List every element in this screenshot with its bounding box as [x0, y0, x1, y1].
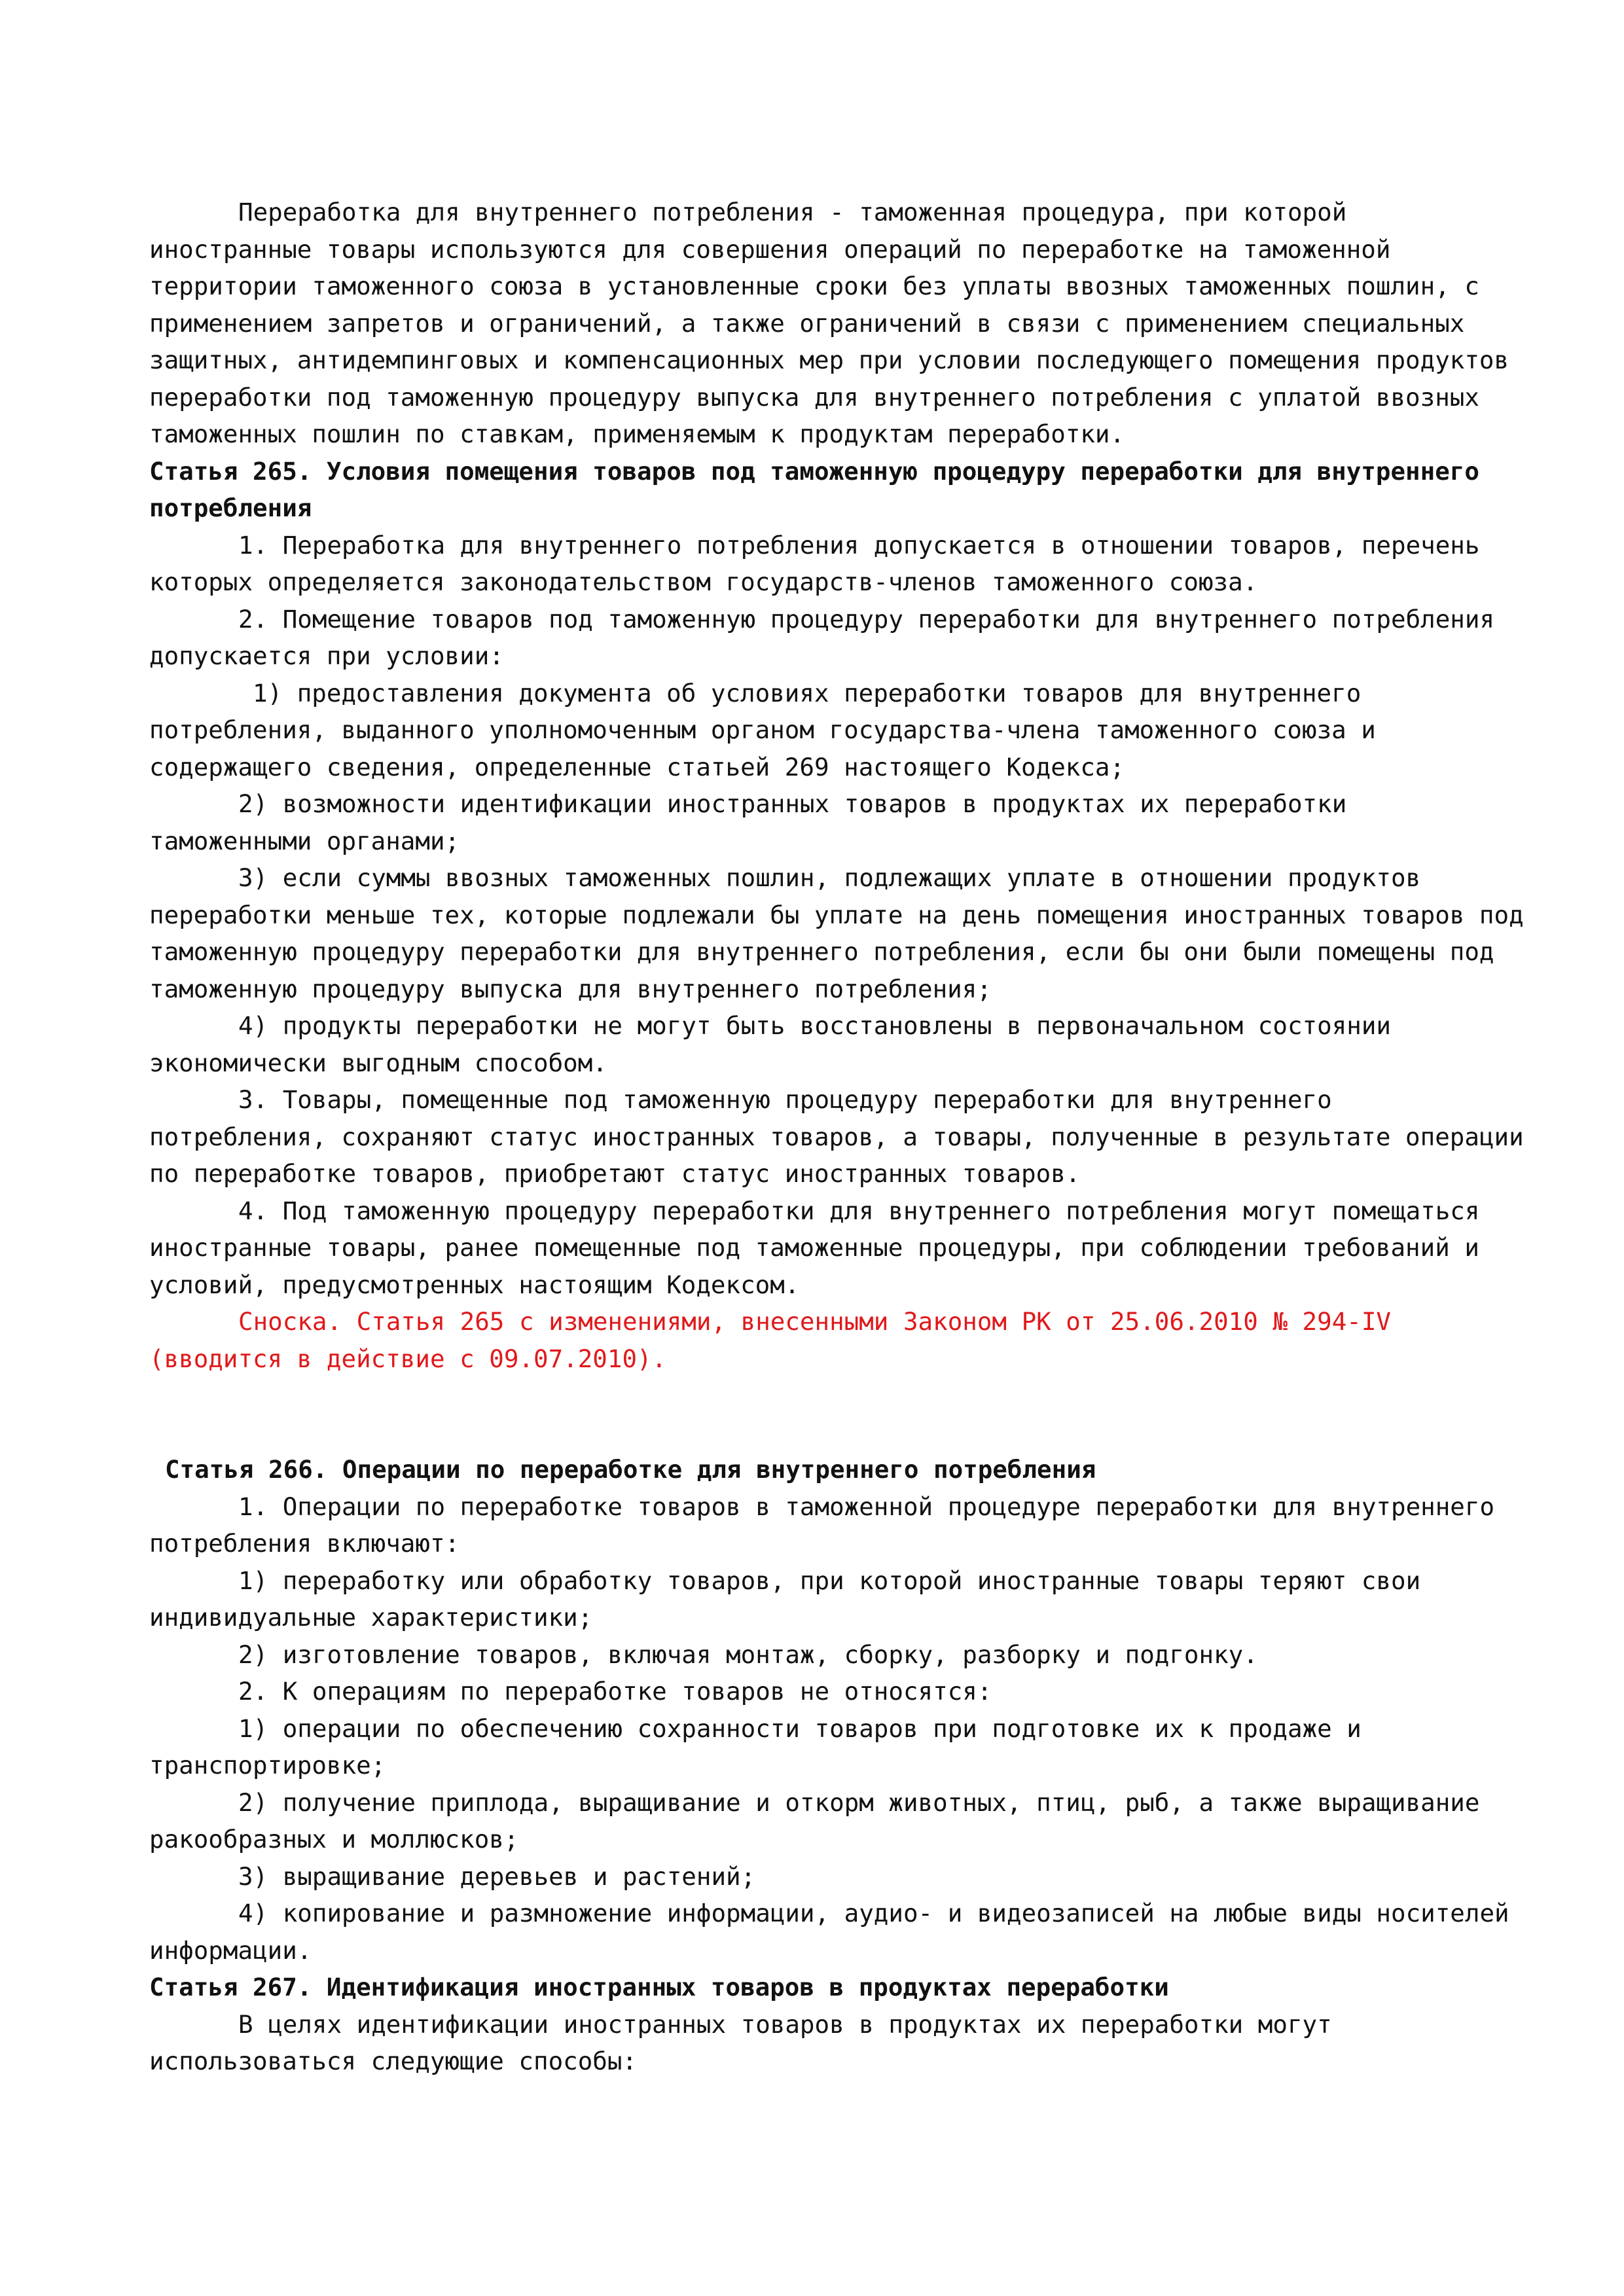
article-266-item-2-subitem-3: 3) выращивание деревьев и растений; — [238, 1861, 756, 1891]
article-265-item-2-subitem-3: 3) если суммы ввозных таможенных пошлин, подлежащих уплате в отношении продуктов переработки меньше тех, которые подлежали бы уплате на день помещения иностранных товаров под таможенную процедуру переработки для внутреннего потребления, если бы они были помещены под таможенную процедуру выпуска для внутреннего потребления; — [149, 863, 1524, 1003]
article-265-item-2-subitem-1: 1) предоставления документа об условиях переработки товаров для внутреннего потребления, выданного уполномоченным органом государства-члена таможенного союза и содержащего сведения, определенные статьей 269 настоящего Кодекса; — [149, 678, 1376, 781]
article-266-item-1-subitem-1: 1) переработку или обработку товаров, при которой иностранные товары теряют свои индивидуальные характеристики; — [149, 1566, 1421, 1632]
article-265-footnote: Сноска. Статья 265 с изменениями, внесенными Законом РК от 25.06.2010 № 294-IV (вводится в действие с 09.07.2010). — [149, 1307, 1391, 1373]
article-267-item-1: В целях идентификации иностранных товаров в продуктах их переработки могут использоваться следующие способы: — [149, 2009, 1332, 2075]
article-265-item-2-subitem-4: 4) продукты переработки не могут быть восстановлены в первоначальном состоянии экономически выгодным способом. — [149, 1011, 1391, 1077]
intro-paragraph: Переработка для внутреннего потребления - таможенная процедура, при которой иностранные товары используются для совершения операций по переработке на таможенной территории таможенного союза в установленные сроки без уплаты ввозных таможенных пошлин, с применением запретов и ограничений, а также ограничений в связи с применением специальных защитных, антидемпинговых и компенсационных мер при условии последующего помещения продуктов переработки под таможенную процедуру выпуска для внутреннего потребления с уплатой ввозных таможенных пошлин по ставкам, применяемым к продуктам переработки. — [149, 198, 1509, 448]
article-266-item-1: 1. Операции по переработке товаров в таможенной процедуре переработки для внутреннего потребления включают: — [149, 1492, 1495, 1558]
article-266-item-2-subitem-2: 2) получение приплода, выращивание и откорм животных, птиц, рыб, а также выращивание ракообразных и моллюсков; — [149, 1787, 1480, 1854]
article-265-item-1: 1. Переработка для внутреннего потребления допускается в отношении товаров, перечень которых определяется законодательством государств-членов таможенного союза. — [149, 530, 1480, 596]
article-266-item-2-subitem-4: 4) копирование и размножение информации, аудио- и видеозаписей на любые виды носителей информации. — [149, 1899, 1509, 1965]
article-265-item-3: 3. Товары, помещенные под таможенную процедуру переработки для внутреннего потребления, сохраняют статус иностранных товаров, а товары, полученные в результате операции по переработке товаров, приобретают статус иностранных товаров. — [149, 1085, 1524, 1188]
article-265-heading: Статья 265. Условия помещения товаров под таможенную процедуру переработки для внутреннего потребления — [149, 456, 1479, 522]
document-body — [149, 194, 1524, 2080]
article-265-item-2: 2. Помещение товаров под таможенную процедуру переработки для внутреннего потребления допускается при условии: — [149, 604, 1495, 670]
section-spacer — [149, 1377, 1524, 1451]
article-266-heading: Статья 266. Операции по переработке для внутреннего потребления — [165, 1455, 1096, 1484]
article-266-item-1-subitem-2: 2) изготовление товаров, включая монтаж, сборку, разборку и подгонку. — [238, 1640, 1258, 1669]
article-267-heading: Статья 267. Идентификация иностранных товаров в продуктах переработки — [149, 1973, 1169, 2001]
article-265-item-2-subitem-2: 2) возможности идентификации иностранных товаров в продуктах их переработки таможенными органами; — [149, 789, 1347, 855]
article-265-item-4: 4. Под таможенную процедуру переработки для внутреннего потребления могут помещаться иностранные товары, ранее помещенные под таможенные процедуры, при соблюдении требований и условий, предусмотренных настоящим Кодексом. — [149, 1196, 1480, 1299]
article-266-item-2-subitem-1: 1) операции по обеспечению сохранности товаров при подготовке их к продаже и транспортировке; — [149, 1713, 1362, 1780]
article-266-item-2: 2. К операциям по переработке товаров не относятся: — [238, 1677, 992, 1706]
